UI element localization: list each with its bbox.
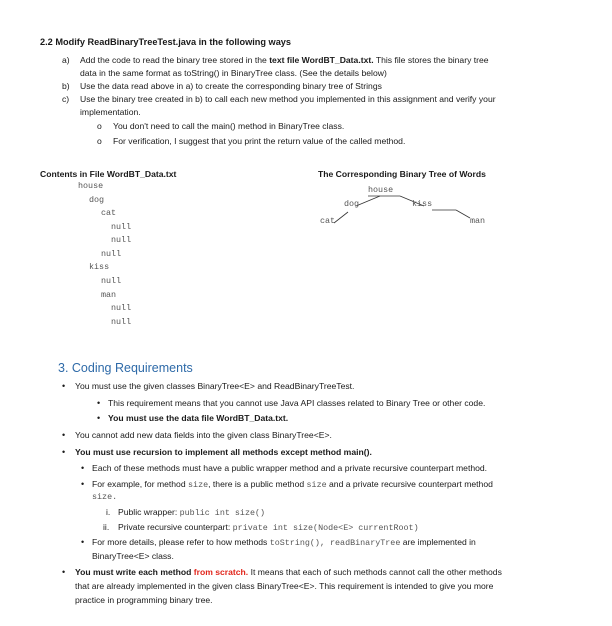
req-3b-i: [118, 507, 265, 519]
file-line: null: [101, 249, 122, 259]
req-3c-text: For more details, please refer to how methods: [92, 537, 270, 547]
bullet-icon: •: [81, 463, 85, 473]
tree-node-left: dog: [344, 199, 360, 209]
file-line: cat: [101, 208, 117, 218]
file-line: null: [101, 276, 122, 286]
file-line: kiss: [89, 262, 110, 272]
req-3b-text: and a private recursive counterpart method: [326, 479, 493, 489]
item-b-text: Use the data read above in a) to create the corresponding binary tree of Strings: [80, 81, 382, 91]
bullet-icon: •: [62, 381, 66, 391]
sub-bullet-icon: o: [97, 121, 102, 131]
req-1: You must use the given classes BinaryTree<E> and ReadBinaryTreeTest.: [75, 381, 355, 391]
item-c-line1: Use the binary tree created in b) to call each new method you implemented in this assignment and verify your: [80, 94, 496, 104]
req-3b-code: size: [306, 480, 327, 490]
bullet-icon: •: [62, 430, 66, 440]
req-4-line3: practice in programming binary tree.: [75, 595, 213, 605]
file-line: house: [78, 181, 104, 191]
req-3c-text: are implemented in: [400, 537, 476, 547]
bullet-icon: •: [97, 398, 101, 408]
item-b-label: b): [62, 81, 70, 91]
tree-node-right-right: man: [470, 216, 486, 226]
req-3b-code: size: [188, 480, 209, 490]
req-3b-text: For example, for method: [92, 479, 189, 489]
req-4-line2: that are already implemented in the given class BinaryTree<E>. This requirement is intended to give you more: [75, 581, 494, 591]
file-line: null: [111, 303, 132, 313]
item-a-text: Add the code to read the binary tree stored in the: [80, 55, 270, 65]
req-3b-ii-text: Private recursive counterpart:: [118, 522, 233, 532]
req-3b-text: , there is a public method: [208, 479, 307, 489]
tree-edge: [334, 212, 348, 223]
item-a-post: This file stores the binary tree: [373, 55, 489, 65]
bullet-icon: •: [81, 479, 85, 489]
req-4-text: It means that each of such methods cannot call the other methods: [248, 567, 502, 577]
tree-title: The Corresponding Binary Tree of Words: [318, 169, 486, 179]
req-3b-ii: [118, 522, 419, 534]
item-c-line2: implementation.: [80, 107, 141, 117]
req-3c-code: toString(), readBinaryTree: [269, 538, 401, 548]
item-a-bold: text file WordBT_Data.txt.: [269, 55, 374, 65]
bullet-icon: •: [97, 413, 101, 423]
req-2: You cannot add new data fields into the given class BinaryTree<E>.: [75, 430, 332, 440]
item-a-label: a): [62, 55, 70, 65]
req-3c-line2: BinaryTree<E> class.: [92, 551, 174, 561]
req-4-line1: [75, 567, 502, 578]
file-line: null: [111, 222, 132, 232]
file-line: dog: [89, 195, 105, 205]
bullet-icon: •: [62, 567, 66, 577]
tree-node-left-left: cat: [320, 216, 336, 226]
file-line: man: [101, 290, 117, 300]
sub-item-2: For verification, I suggest that you print the return value of the called method.: [113, 136, 406, 146]
section-2-2-heading: 2.2 Modify ReadBinaryTreeTest.java in the following ways: [40, 37, 292, 47]
file-line: null: [111, 235, 132, 245]
req-3b-i-label: i.: [106, 507, 111, 517]
sub-bullet-icon: o: [97, 136, 102, 146]
req-3b-ii-label: ii.: [103, 522, 110, 532]
bullet-icon: •: [81, 537, 85, 547]
tree-node-root: house: [368, 185, 394, 195]
tree-node-right: kiss: [412, 199, 433, 209]
sub-item-1: You don't need to call the main() method in BinaryTree class.: [113, 121, 345, 131]
file-contents-title: Contents in File WordBT_Data.txt: [40, 169, 177, 179]
req-3b-i-code: public int size(): [179, 508, 266, 518]
item-c-label: c): [62, 94, 70, 104]
req-3b-line2: size.: [92, 492, 118, 502]
req-3a: Each of these methods must have a public wrapper method and a private recursive counterpart method.: [92, 463, 488, 473]
req-1a: This requirement means that you cannot use Java API classes related to Binary Tree or other code.: [108, 398, 486, 408]
tree-edge: [356, 196, 380, 206]
req-3: You must use recursion to implement all methods except method main().: [75, 447, 372, 457]
req-3b-ii-code: private int size(Node<E> currentRoot): [232, 523, 419, 533]
req-1b: You must use the data file WordBT_Data.txt.: [108, 413, 289, 423]
req-4-highlight: from scratch.: [193, 567, 249, 577]
file-line: null: [111, 317, 132, 327]
req-3b-i-text: Public wrapper:: [118, 507, 180, 517]
req-3c-line1: [92, 537, 476, 549]
tree-edge: [456, 210, 470, 218]
req-3b-line1: [92, 479, 493, 491]
item-a-line2: data in the same format as toString() in BinaryTree class. (See the details below): [80, 68, 387, 78]
bullet-icon: •: [62, 447, 66, 457]
req-4-bold: You must write each method: [75, 567, 194, 577]
section-3-heading: 3. Coding Requirements: [58, 361, 193, 375]
